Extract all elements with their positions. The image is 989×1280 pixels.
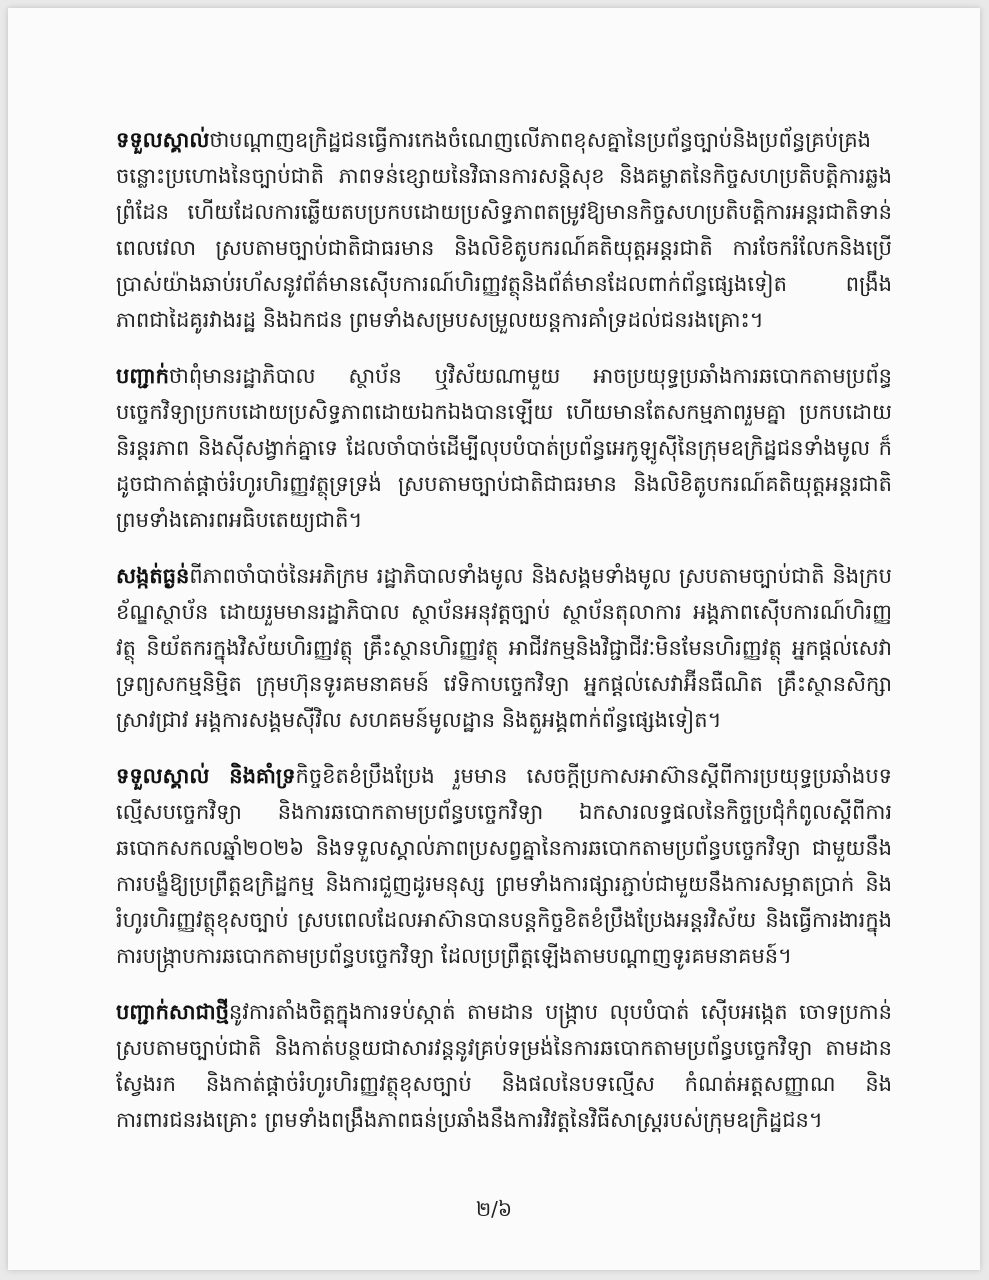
paragraph-emphasize [116,558,892,738]
paragraph-text: ថាបណ្ដាញឧក្រិដ្ឋជនធ្វើការកេងចំណេញលើភាពខុសគ្នានៃប្រព័ន្ធច្បាប់និងប្រព័ន្ធគ្រប់គ្រង ចន្លោះប្រហោងនៃច្បាប់ជាតិ ភាពទន់ខ្សោយនៃវិធានការសន្តិសុខ និងគម្លាតនៃកិច្ចសហប្រតិបត្តិការឆ្លងព្រំដែន ហើយដែលការឆ្លើយតបប្រកបដោយប្រសិទ្ធភាពតម្រូវឱ្យមានកិច្ចសហប្រតិបត្តិការអន្តរជាតិទាន់ពេលវេលា ស្របតាមច្បាប់ជាតិជាធរមាន និងលិខិតូបករណ៍គតិយុត្តអន្តរជាតិ ការចែករំលែកនិងប្រើប្រាស់យ៉ាងឆាប់រហ័សនូវព័ត៌មានស៊ើបការណ៍ហិរញ្ញវត្ថុនិងព័ត៌មានដែលពាក់ព័ន្ធផ្សេងទៀត ពង្រឹងភាពជាដៃគូរវាងរដ្ឋ និងឯកជន ព្រមទាំងសម្របសម្រួលយន្តការគាំទ្រដល់ជនរងគ្រោះ។ [116,128,892,332]
paragraph-recognize-support [116,758,892,974]
paragraph-reaffirm [116,994,892,1138]
paragraph-text: ពីភាពចាំបាច់នៃអភិក្រម រដ្ឋាភិបាលទាំងមូល និងសង្គមទាំងមូល ស្របតាមច្បាប់ជាតិ និងក្របខ័ណ្ឌស្ថាប័ន ដោយរួមមានរដ្ឋាភិបាល ស្ថាប័នអនុវត្តច្បាប់ ស្ថាប័នតុលាការ អង្គភាពស៊ើបការណ៍ហិរញ្ញវត្ថុ និយ័តករក្នុងវិស័យហិរញ្ញវត្ថុ គ្រឹះស្ថានហិរញ្ញវត្ថុ អាជីវកម្មនិងវិជ្ជាជីវៈមិនមែនហិរញ្ញវត្ថុ អ្នកផ្ដល់សេវាទ្រព្យសកម្មនិម្មិត ក្រុមហ៊ុនទូរគមនាគមន៍ វេទិកាបច្ចេកវិទ្យា អ្នកផ្ដល់សេវាអ៊ីនធឺណិត គ្រឹះស្ថានសិក្សាស្រាវជ្រាវ អង្គការសង្គមស៊ីវិល សហគមន៍មូលដ្ឋាន និងតួអង្គពាក់ព័ន្ធផ្សេងទៀត។ [116,564,892,732]
paragraph-text: នូវការតាំងចិត្តក្នុងការទប់ស្កាត់ តាមដាន បង្ក្រាប លុបបំបាត់ ស៊ើបអង្កេត ចោទប្រកាន់ ស្របតាមច្បាប់ជាតិ និងកាត់បន្ថយជាសារវន្តនូវគ្រប់ទម្រង់នៃការឆបោកតាមប្រព័ន្ធបច្ចេកវិទ្យា តាមដានស្វែងរក និងកាត់ផ្ដាច់រំហូរហិរញ្ញវត្ថុខុសច្បាប់ និងផលនៃបទល្មើស កំណត់អត្តសញ្ញាណ និងការពារជនរងគ្រោះ ព្រមទាំងពង្រឹងភាពធន់ប្រឆាំងនឹងការវិវត្តនៃវិធីសាស្ត្ររបស់ក្រុមឧក្រិដ្ឋជន។ [116,1000,892,1132]
paragraph-recognize [116,122,892,338]
document-page [8,8,980,1270]
paragraph-text: ថាពុំមានរដ្ឋាភិបាល ស្ថាប័ន ឬវិស័យណាមួយ អាចប្រយុទ្ធប្រឆាំងការឆបោកតាមប្រព័ន្ធបច្ចេកវិទ្យាប្រកបដោយប្រសិទ្ធភាពដោយឯកឯងបានឡើយ ហើយមានតែសកម្មភាពរួមគ្នា ប្រកបដោយនិរន្តរភាព និងស៊ីសង្វាក់គ្នាទេ ដែលចាំបាច់ដើម្បីលុបបំបាត់ប្រព័ន្ធអេកូឡូស៊ីនៃក្រុមឧក្រិដ្ឋជនទាំងមូល ក៏ដូចជាកាត់ផ្ដាច់រំហូរហិរញ្ញវត្ថុទ្រទ្រង់ ស្របតាមច្បាប់ជាតិជាធរមាន និងលិខិតូបករណ៍គតិយុត្តអន្តរជាតិ ព្រមទាំងគោរពអធិបតេយ្យជាតិ។ [116,364,892,532]
paragraph-text: កិច្ចខិតខំប្រឹងប្រែង រួមមាន សេចក្ដីប្រកាសអាស៊ានស្ដីពីការប្រយុទ្ធប្រឆាំងបទល្មើសបច្ចេកវិទ្យា និងការឆបោកតាមប្រព័ន្ធបច្ចេកវិទ្យា ឯកសារលទ្ធផលនៃកិច្ចប្រជុំកំពូលស្ដីពីការឆបោកសកលឆ្នាំ២០២៦ និងទទួលស្គាល់ភាពប្រសព្វគ្នានៃការឆបោកតាមប្រព័ន្ធបច្ចេកវិទ្យា ជាមួយនឹងការបង្ខំឱ្យប្រព្រឹត្តឧក្រិដ្ឋកម្ម និងការជួញដូរមនុស្ស ព្រមទាំងការផ្សារភ្ជាប់ជាមួយនឹងការសម្អាតប្រាក់ និងរំហូរហិរញ្ញវត្ថុខុសច្បាប់ ស្របពេលដែលអាស៊ានបានបន្តកិច្ចខិតខំប្រឹងប្រែងអន្តរវិស័យ និងធ្វើការងារក្នុងការបង្ក្រាបការឆបោកតាមប្រព័ន្ធបច្ចេកវិទ្យា ដែលប្រព្រឹត្តឡើងតាមបណ្ដាញទូរគមនាគមន៍។ [116,764,892,968]
paragraph-lead: បញ្ជាក់សាជាថ្មី [116,1000,229,1024]
paragraph-lead: សង្កត់ធ្ងន់ [116,564,190,588]
paragraph-affirm [116,358,892,538]
paragraph-lead: ទទួលស្គាល់ [116,128,210,152]
page-number: ២/៦ [475,1197,513,1221]
document-body [116,122,892,1158]
paragraph-lead: ទទួលស្គាល់ និងគាំទ្រ [116,764,296,788]
paragraph-lead: បញ្ជាក់ [116,364,169,388]
